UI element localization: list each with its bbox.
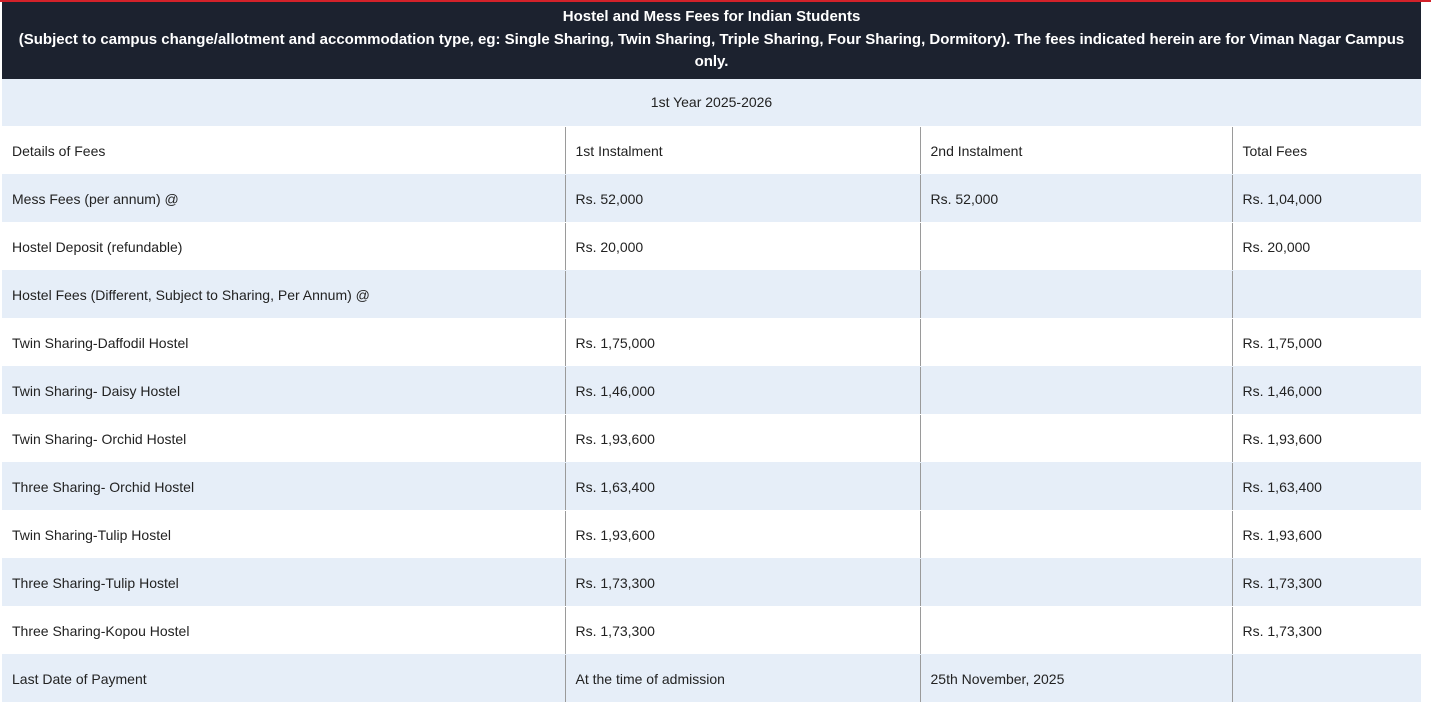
table-row — [2, 607, 1421, 655]
cell-1st-instalment: Rs. 1,93,600 — [565, 415, 920, 463]
column-header-1st-instalment: 1st Instalment — [565, 127, 920, 175]
cell-total-fees — [1232, 271, 1421, 319]
cell-2nd-instalment — [920, 607, 1232, 655]
cell-total-fees: Rs. 1,93,600 — [1232, 415, 1421, 463]
cell-total-fees: Rs. 1,75,000 — [1232, 319, 1421, 367]
column-header-total-fees: Total Fees — [1232, 127, 1421, 175]
table-row — [2, 223, 1421, 271]
table-row — [2, 319, 1421, 367]
cell-2nd-instalment — [920, 319, 1232, 367]
cell-details: Three Sharing-Tulip Hostel — [2, 559, 565, 607]
cell-details: Twin Sharing- Orchid Hostel — [2, 415, 565, 463]
column-header-2nd-instalment: 2nd Instalment — [920, 127, 1232, 175]
table-body — [2, 127, 1421, 703]
cell-2nd-instalment — [920, 415, 1232, 463]
cell-1st-instalment: Rs. 1,46,000 — [565, 367, 920, 415]
cell-2nd-instalment: Rs. 52,000 — [920, 175, 1232, 223]
cell-details: Hostel Deposit (refundable) — [2, 223, 565, 271]
fees-table-container — [2, 2, 1421, 703]
table-title: Hostel and Mess Fees for Indian Students — [562, 8, 861, 25]
cell-details: Twin Sharing- Daisy Hostel — [2, 367, 565, 415]
cell-total-fees: Rs. 1,04,000 — [1232, 175, 1421, 223]
cell-total-fees: Rs. 1,73,300 — [1232, 607, 1421, 655]
table-header — [2, 2, 1421, 79]
cell-details: Three Sharing- Orchid Hostel — [2, 463, 565, 511]
table-row — [2, 367, 1421, 415]
cell-total-fees: Rs. 1,73,300 — [1232, 559, 1421, 607]
cell-1st-instalment: Rs. 1,93,600 — [565, 511, 920, 559]
cell-total-fees: Rs. 1,93,600 — [1232, 511, 1421, 559]
cell-2nd-instalment — [920, 463, 1232, 511]
hostel-mess-fees-table — [2, 2, 1421, 703]
cell-details: Twin Sharing-Daffodil Hostel — [2, 319, 565, 367]
table-title-row — [2, 2, 1421, 79]
table-row — [2, 415, 1421, 463]
cell-2nd-instalment — [920, 559, 1232, 607]
cell-total-fees: Rs. 1,46,000 — [1232, 367, 1421, 415]
cell-details: Twin Sharing-Tulip Hostel — [2, 511, 565, 559]
cell-total-fees: Rs. 20,000 — [1232, 223, 1421, 271]
cell-2nd-instalment — [920, 223, 1232, 271]
cell-2nd-instalment — [920, 271, 1232, 319]
table-row — [2, 271, 1421, 319]
cell-1st-instalment: Rs. 1,75,000 — [565, 319, 920, 367]
table-row — [2, 175, 1421, 223]
table-subtitle: (Subject to campus change/allotment and accommodation type, eg: Single Sharing, Twin Sharing, Triple Sharing, Four Sharing, Dormitory). The fees indicated herein are for Viman Nagar Campus only. — [18, 30, 1405, 70]
table-row — [2, 463, 1421, 511]
cell-1st-instalment: Rs. 52,000 — [565, 175, 920, 223]
cell-total-fees — [1232, 655, 1421, 703]
cell-details: Three Sharing-Kopou Hostel — [2, 607, 565, 655]
table-row — [2, 511, 1421, 559]
table-row — [2, 559, 1421, 607]
column-header-details: Details of Fees — [2, 127, 565, 175]
cell-details: Mess Fees (per annum) @ — [2, 175, 565, 223]
cell-2nd-instalment — [920, 367, 1232, 415]
cell-1st-instalment — [565, 271, 920, 319]
cell-1st-instalment: Rs. 1,73,300 — [565, 607, 920, 655]
year-row — [2, 79, 1421, 127]
table-row — [2, 655, 1421, 703]
cell-1st-instalment: Rs. 1,63,400 — [565, 463, 920, 511]
cell-1st-instalment: At the time of admission — [565, 655, 920, 703]
cell-1st-instalment: Rs. 1,73,300 — [565, 559, 920, 607]
cell-details: Hostel Fees (Different, Subject to Sharing, Per Annum) @ — [2, 271, 565, 319]
cell-2nd-instalment: 25th November, 2025 — [920, 655, 1232, 703]
column-header-row — [2, 127, 1421, 175]
cell-1st-instalment: Rs. 20,000 — [565, 223, 920, 271]
cell-2nd-instalment — [920, 511, 1232, 559]
year-label: 1st Year 2025-2026 — [2, 79, 1421, 127]
cell-details: Last Date of Payment — [2, 655, 565, 703]
cell-total-fees: Rs. 1,63,400 — [1232, 463, 1421, 511]
